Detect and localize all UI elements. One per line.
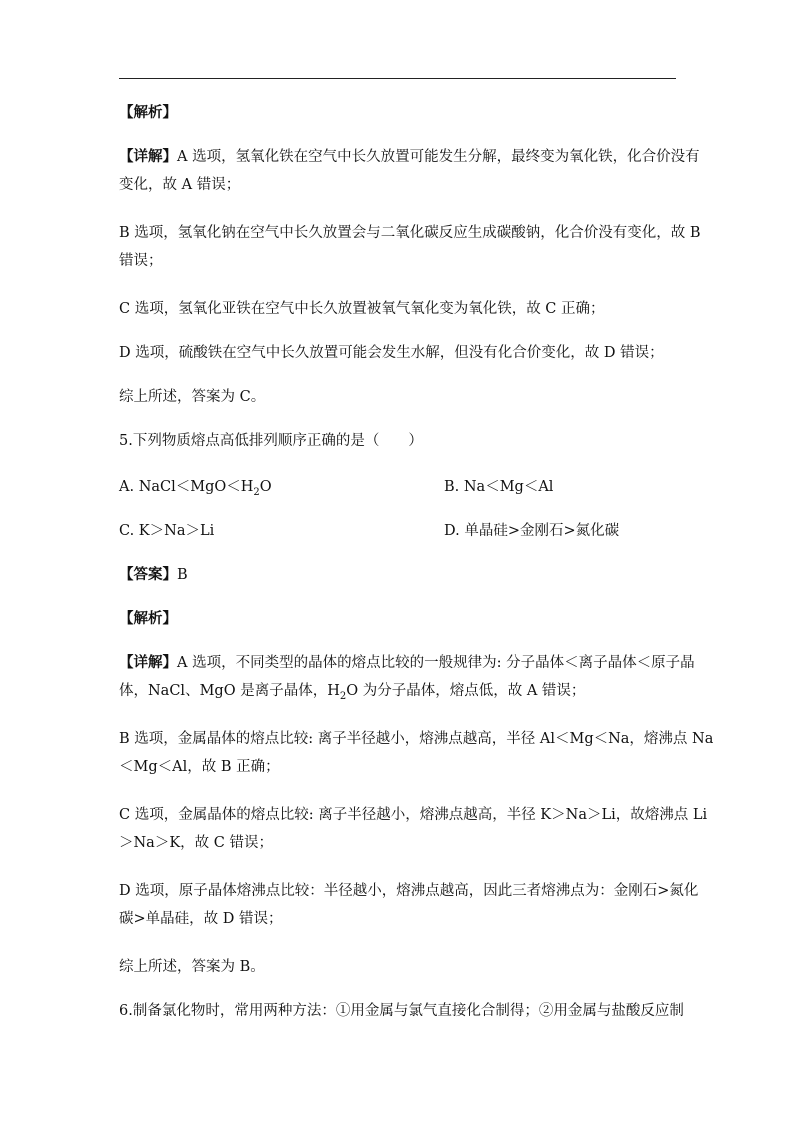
option-d: D. 单晶硅>金刚石>氮化碳	[444, 523, 620, 539]
answer-label: 【答案】	[119, 566, 177, 583]
analysis-line: D 选项，硫酸铁在空气中长久放置可能会发生水解，但没有化合价变化，故 D 错误；	[119, 345, 664, 361]
option-c: C. K＞Na＞Li	[119, 523, 215, 539]
option-b: B. Na＜Mg＜Al	[444, 479, 554, 495]
analysis-line	[119, 649, 695, 677]
question-6-stem: 6.制备氯化物时，常用两种方法：①用金属与氯气直接化合制得；②用金属与盐酸反应制	[119, 1003, 684, 1019]
analysis-text: A 选项，不同类型的晶体的熔点比较的一般规律为: 分子晶体＜离子晶体＜原子晶	[177, 655, 695, 671]
analysis-line: B 选项，氢氧化钠在空气中长久放置会与二氧化碳反应生成碳酸钠，化合价没有变化，故 B	[119, 225, 701, 241]
analysis-heading: 【解析】	[119, 104, 177, 121]
analysis-line: 体，NaCl、MgO 是离子晶体，$H_2O$ 为分子晶体，熔点低，故 A 错误；	[119, 683, 586, 702]
analysis-line: 变化，故 A 错误；	[119, 177, 241, 193]
analysis-line: C 选项，氢氧化亚铁在空气中长久放置被氧气氧化变为氧化铁，故 C 正确；	[119, 301, 605, 317]
answer-line	[119, 561, 679, 589]
header-rule	[119, 78, 676, 79]
analysis-line: B 选项，金属晶体的熔点比较: 离子半径越小，熔沸点越高，半径 Al＜Mg＜Na，熔沸点 Na	[119, 731, 714, 747]
analysis-line: 错误；	[119, 253, 163, 269]
analysis-line: 碳>单晶硅，故 D 错误；	[119, 911, 283, 927]
conclusion-line: 综上所述，答案为 B。	[119, 959, 265, 975]
analysis-line: C 选项，金属晶体的熔点比较: 离子半径越小，熔沸点越高，半径 K＞Na＞Li，故熔沸点 Li	[119, 807, 708, 823]
question-5-stem: 5.下列物质熔点高低排列顺序正确的是（ ）	[119, 433, 423, 449]
analysis-line: D 选项，原子晶体熔沸点比较：半径越小，熔沸点越高，因此三者熔沸点为：金刚石>氮化	[119, 883, 699, 899]
analysis-text: A 选项，氢氧化铁在空气中长久放置可能发生分解，最终变为氧化铁，化合价没有	[177, 149, 700, 165]
analysis-line: ＞Na＞K，故 C 错误；	[119, 835, 273, 851]
analysis-line: ＜Mg＜Al，故 B 正确；	[119, 759, 280, 775]
conclusion-line: 综上所述，答案为 C。	[119, 389, 266, 405]
option-a: A. $NaCl<MgO<H_2O$	[119, 479, 272, 498]
answer-value: B	[177, 567, 188, 583]
analysis-heading: 【解析】	[119, 610, 177, 627]
analysis-line	[119, 143, 700, 171]
detail-label: 【详解】	[119, 148, 177, 165]
detail-label: 【详解】	[119, 654, 177, 671]
